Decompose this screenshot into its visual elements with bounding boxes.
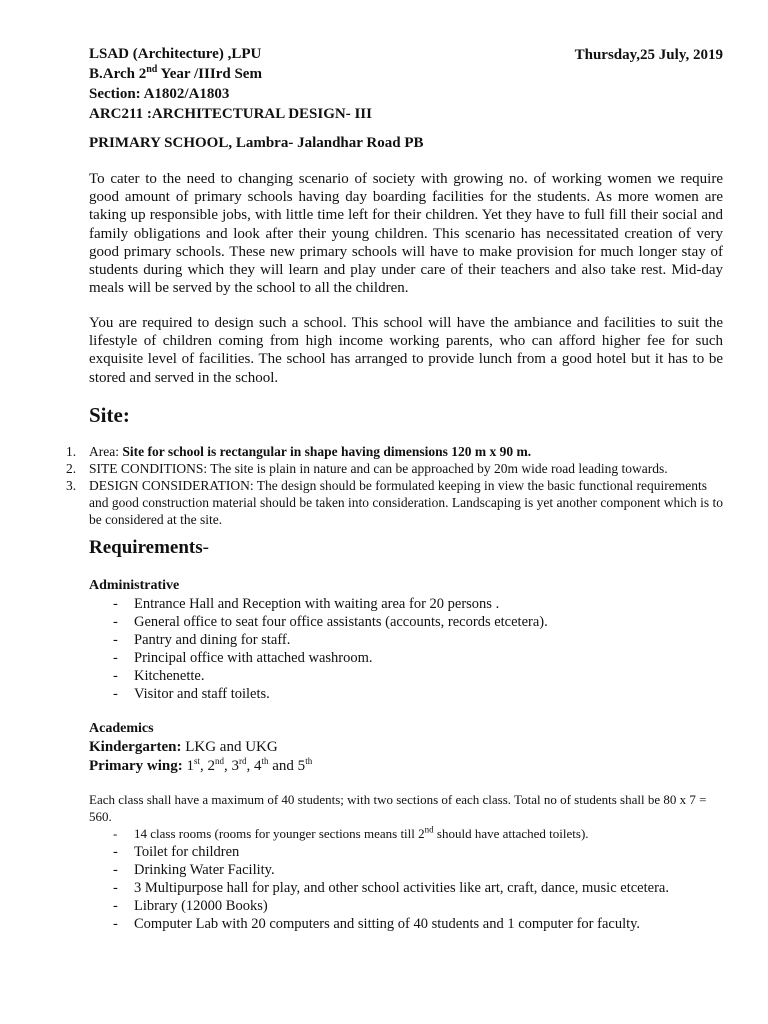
list-item-text: Principal office with attached washroom. — [134, 650, 373, 666]
dash-bullet: - — [113, 898, 118, 914]
academics-heading: Academics — [89, 721, 154, 736]
grade-sup: th — [261, 756, 269, 766]
list-item — [113, 667, 733, 685]
list-number: 3. — [66, 478, 77, 493]
site-item-text: SITE CONDITIONS: The site is plain in nature and can be approached by 20m wide road leading towards. — [89, 461, 668, 476]
dash-bullet: - — [113, 632, 118, 648]
list-item — [113, 631, 733, 649]
institution-name: LSAD (Architecture) ,LPU — [89, 46, 262, 62]
list-item-text: Toilet for children — [134, 844, 240, 860]
section-line: Section: A1802/A1803 — [89, 86, 230, 102]
intro-paragraph: To cater to the need to changing scenario of society with growing no. of working women we require good amount of primary schools having day boarding facilities for the students. As more women are taking up responsible jobs, with little time left for their children. Yet they have to full fill their social and family obligations and look after their young children. This scenario has necessitated creation of very good primary schools. These new primary schools will have to make provision for much longer stay of students during which they will learn and play under care of their teachers and also take rest. Mid-day meals will be served by the school to all the children. — [89, 171, 723, 297]
list-item — [113, 685, 733, 703]
administrative-list — [113, 595, 733, 703]
brief-paragraph: You are required to design such a school. This school will have the ambiance and facilities to suit the lifestyle of children coming from high income working parents, who can afford higher fee for such exquisite level of facilities. The school has arranged to provide lunch from a good hotel but it has to be stored and served in the school. — [89, 315, 723, 386]
grade-sup: th — [305, 756, 313, 766]
academics-list — [113, 825, 733, 933]
list-item — [113, 915, 733, 933]
grade-sup: st — [193, 756, 200, 766]
requirements-heading — [89, 537, 209, 559]
class-note: Each class shall have a maximum of 40 students; with two sections of each class. Total no of students shall be 80 x 7 = 560. — [89, 792, 707, 824]
dash-bullet: - — [113, 596, 118, 612]
list-item — [113, 843, 733, 861]
requirements-heading-text: Requirements — [89, 537, 203, 558]
grade-text: 1 — [182, 758, 194, 774]
dash-bullet: - — [113, 614, 118, 630]
dash-bullet: - — [113, 844, 118, 860]
course-prefix: B.Arch 2 — [89, 66, 147, 82]
classrooms-sup: nd — [424, 824, 434, 835]
list-item — [113, 613, 733, 631]
site-item-text: Site for school is rectangular in shape having dimensions 120 m x 90 m. — [122, 444, 532, 459]
course-sup: nd — [146, 64, 158, 75]
list-item-text: 3 Multipurpose hall for play, and other school activities like art, craft, dance, music etcetera. — [134, 880, 669, 896]
classrooms-text: 14 class rooms (rooms for younger sections means till 2 — [134, 826, 425, 841]
primary-wing-label: Primary wing: — [89, 758, 183, 774]
grade-text: and 5 — [268, 758, 306, 774]
list-item — [113, 861, 733, 879]
dash-bullet: - — [113, 686, 118, 702]
site-item-text: DESIGN CONSIDERATION: The design should be formulated keeping in view the basic functional requirements and good construction material should be taken into consideration. Landscaping is yet another component which is to be considered at the site. — [89, 478, 723, 527]
list-item — [113, 595, 733, 613]
site-item-label: Area: — [89, 444, 123, 459]
list-item-text: Visitor and staff toilets. — [134, 686, 270, 702]
dash-bullet: - — [113, 880, 118, 896]
site-item-design — [44, 477, 724, 528]
dash-bullet: - — [113, 650, 118, 666]
document-date: Thursday,25 July, 2019 — [574, 47, 723, 63]
kindergarten-text: LKG and UKG — [181, 739, 278, 755]
list-item-text: General office to seat four office assistants (accounts, records etcetera). — [134, 614, 548, 630]
list-item-text: Drinking Water Facility. — [134, 862, 275, 878]
list-number: 1. — [66, 444, 77, 459]
list-item — [113, 825, 733, 843]
grade-text: , 3 — [224, 758, 239, 774]
site-item-conditions — [44, 460, 724, 477]
grade-sup: nd — [215, 756, 224, 766]
list-item — [113, 649, 733, 667]
project-title: PRIMARY SCHOOL, Lambra- Jalandhar Road PB — [89, 135, 424, 151]
classrooms-text-end: should have attached toilets). — [433, 826, 589, 841]
list-number: 2. — [66, 461, 77, 476]
dash-bullet: - — [113, 826, 118, 841]
site-list — [44, 443, 724, 528]
grade-text: , 4 — [246, 758, 262, 774]
requirements-heading-suffix: - — [202, 537, 209, 558]
course-line — [89, 64, 723, 84]
grade-text: , 2 — [200, 758, 215, 774]
subject-line: ARC211 :ARCHITECTURAL DESIGN- III — [89, 106, 372, 122]
list-item-text: Computer Lab with 20 computers and sitting of 40 students and 1 computer for faculty. — [134, 916, 641, 932]
kindergarten-label: Kindergarten: — [89, 739, 182, 755]
list-item — [113, 897, 733, 915]
administrative-heading: Administrative — [89, 578, 180, 593]
list-item-text: Kitchenette. — [134, 668, 205, 684]
document-header — [89, 44, 723, 124]
list-item-text: Entrance Hall and Reception with waiting area for 20 persons . — [134, 596, 500, 612]
dash-bullet: - — [113, 668, 118, 684]
kindergarten-line — [89, 738, 278, 756]
site-heading: Site: — [89, 403, 130, 427]
list-item-text: Library (12000 Books) — [134, 898, 268, 914]
dash-bullet: - — [113, 862, 118, 878]
list-item-text: Pantry and dining for staff. — [134, 632, 291, 648]
primary-wing-line — [89, 757, 312, 775]
dash-bullet: - — [113, 916, 118, 932]
list-item — [113, 879, 733, 897]
grade-sup: rd — [239, 756, 247, 766]
course-suffix: Year /IIIrd Sem — [157, 66, 262, 82]
site-item-area — [44, 443, 724, 460]
